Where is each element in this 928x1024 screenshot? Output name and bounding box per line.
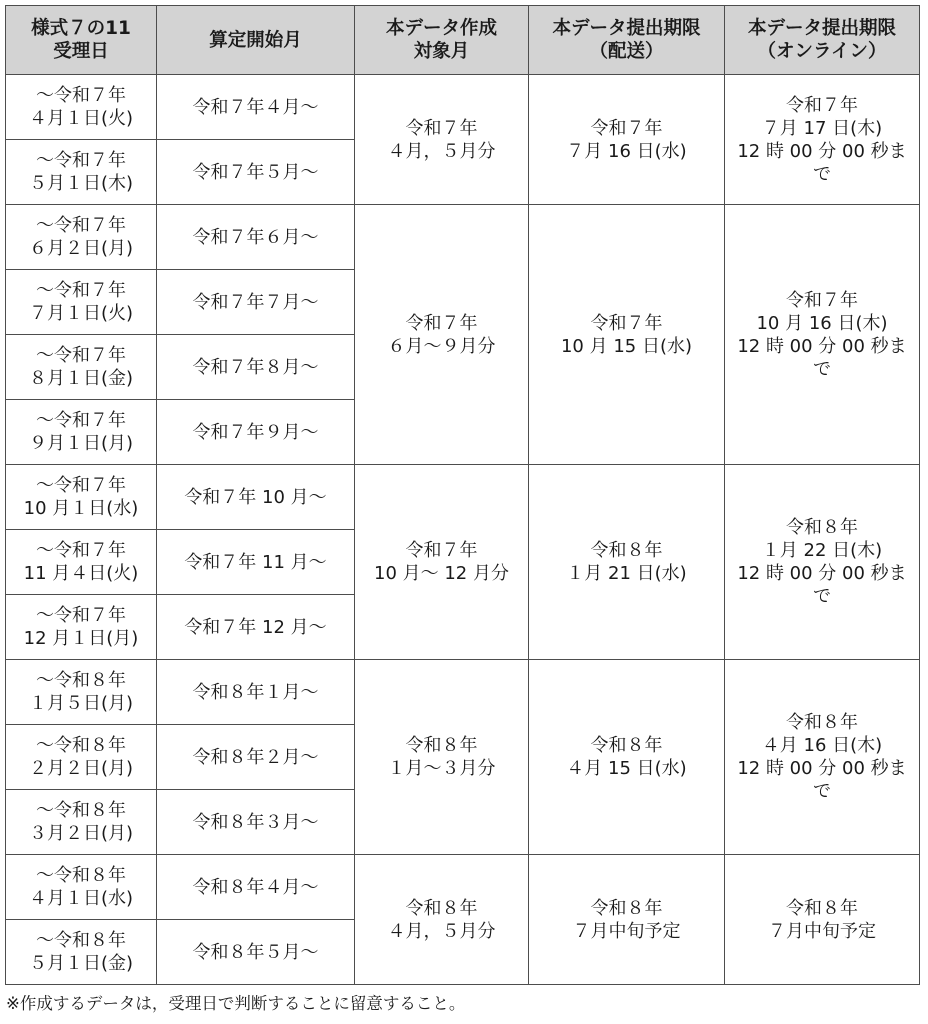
cell-line: ～令和７年 — [36, 410, 126, 431]
receipt-date-cell — [6, 335, 157, 400]
start-month-cell: 令和７年 11 月～ — [157, 530, 355, 595]
cell-line: 12 時 00 分 00 秒ま — [737, 335, 907, 357]
cell-line: ～令和７年 — [36, 85, 126, 106]
cell-line: ２月２日(月) — [28, 758, 134, 779]
cell-line: 令和７年 — [405, 540, 478, 561]
cell-line: 令和７年 — [786, 94, 858, 116]
target-month-cell — [355, 465, 529, 660]
cell-line: 12 月１日(月) — [23, 628, 139, 649]
cell-line: 令和７年 — [590, 117, 663, 139]
cell-line: ４月，５月分 — [387, 920, 496, 942]
table-row — [6, 855, 920, 920]
cell-line: 10 月 16 日(木) — [756, 312, 888, 334]
cell-line: 令和７年 — [590, 312, 663, 334]
receipt-date-cell — [6, 530, 157, 595]
schedule-table — [5, 5, 920, 985]
cell-line: ７月中旬予定 — [572, 920, 681, 942]
cell-line: ～令和７年 — [36, 605, 126, 626]
start-month-cell: 令和８年５月～ — [157, 920, 355, 985]
cell-line: ～令和８年 — [36, 930, 126, 951]
cell-line: 12 時 00 分 00 秒ま — [737, 758, 907, 779]
cell-line: 様式７の11 — [31, 18, 131, 39]
cell-line: ～令和８年 — [36, 670, 126, 691]
cell-line: 算定開始月 — [209, 29, 302, 51]
cell-line: 令和８年 — [590, 540, 663, 561]
cell-line: ～令和７年 — [36, 280, 126, 301]
cell-line: 本データ提出期限 — [552, 18, 701, 39]
cell-line: ７月 17 日(木) — [761, 117, 883, 139]
receipt-date-cell — [6, 595, 157, 660]
start-month-cell: 令和７年 10 月～ — [157, 465, 355, 530]
header-deadline-delivery — [529, 6, 725, 75]
receipt-date-cell — [6, 920, 157, 985]
deadline-delivery-cell — [529, 855, 725, 985]
deadline-delivery-cell — [529, 660, 725, 855]
deadline-online-cell — [725, 465, 920, 660]
start-month-cell: 令和７年４月～ — [157, 75, 355, 140]
cell-line: で — [813, 781, 831, 802]
receipt-date-cell — [6, 725, 157, 790]
cell-line: ～令和７年 — [36, 345, 126, 366]
table-row — [6, 660, 920, 725]
cell-line: 令和８年 — [590, 735, 663, 756]
receipt-date-cell — [6, 75, 157, 140]
cell-line: ７月中旬予定 — [768, 920, 876, 942]
target-month-cell — [355, 205, 529, 465]
cell-line: ～令和７年 — [36, 475, 126, 496]
cell-line: ８月１日(金) — [28, 368, 134, 389]
table-row — [6, 205, 920, 270]
cell-line: ５月１日(木) — [28, 173, 134, 194]
start-month-cell: 令和８年４月～ — [157, 855, 355, 920]
deadline-online-cell — [725, 75, 920, 205]
cell-line: １月～３月分 — [387, 758, 496, 779]
target-month-cell — [355, 660, 529, 855]
cell-line: 10 月１日(水) — [23, 498, 139, 519]
deadline-delivery-cell — [529, 465, 725, 660]
cell-line: ４月 16 日(木) — [761, 735, 883, 756]
cell-line: ４月１日(火) — [28, 108, 134, 129]
start-month-cell: 令和８年２月～ — [157, 725, 355, 790]
cell-line: で — [813, 163, 831, 185]
start-month-cell: 令和８年１月～ — [157, 660, 355, 725]
deadline-online-cell — [725, 855, 920, 985]
receipt-date-cell — [6, 140, 157, 205]
cell-line: 11 月４日(火) — [23, 563, 139, 584]
cell-line: 令和８年 — [405, 735, 478, 756]
cell-line: で — [813, 358, 831, 380]
cell-line: ６月２日(月) — [28, 238, 134, 259]
cell-line: ～令和７年 — [36, 150, 126, 171]
cell-line: 12 時 00 分 00 秒ま — [737, 140, 907, 162]
table-body — [6, 75, 920, 985]
receipt-date-cell — [6, 205, 157, 270]
cell-line: 10 月 15 日(水) — [560, 335, 693, 357]
receipt-date-cell — [6, 855, 157, 920]
cell-line: ４月１日(水) — [28, 888, 134, 909]
cell-line: ７月 16 日(水) — [566, 140, 687, 162]
cell-line: 令和７年 — [786, 289, 858, 311]
start-month-cell: 令和７年６月～ — [157, 205, 355, 270]
start-month-cell: 令和７年９月～ — [157, 400, 355, 465]
cell-line: ９月１日(月) — [28, 433, 134, 454]
header-target-month — [355, 6, 529, 75]
cell-line: ～令和８年 — [36, 800, 126, 821]
cell-line: 本データ作成 — [385, 18, 497, 39]
header-deadline-online — [725, 6, 920, 75]
cell-line: １月 21 日(水) — [566, 563, 687, 584]
cell-line: ～令和８年 — [36, 735, 126, 756]
header-row — [6, 6, 920, 75]
target-month-cell — [355, 75, 529, 205]
start-month-cell: 令和７年 12 月～ — [157, 595, 355, 660]
cell-line: 令和８年 — [590, 897, 663, 919]
receipt-date-cell — [6, 465, 157, 530]
cell-line: ～令和８年 — [36, 865, 126, 886]
cell-line: （オンライン） — [757, 41, 887, 62]
cell-line: で — [813, 586, 831, 607]
header-start-month — [157, 6, 355, 75]
footnote: ※作成するデータは，受理日で判断することに留意すること。 — [6, 994, 466, 1013]
cell-line: ３月２日(月) — [28, 823, 134, 844]
receipt-date-cell — [6, 660, 157, 725]
cell-line: ～令和７年 — [36, 215, 126, 236]
table-row — [6, 75, 920, 140]
cell-line: 令和７年 — [405, 312, 478, 334]
cell-line: 受理日 — [53, 41, 109, 62]
cell-line: 令和８年 — [786, 712, 858, 733]
cell-line: ４月 15 日(水) — [566, 758, 687, 779]
target-month-cell — [355, 855, 529, 985]
start-month-cell: 令和７年５月～ — [157, 140, 355, 205]
cell-line: ６月～９月分 — [387, 335, 496, 357]
deadline-delivery-cell — [529, 205, 725, 465]
cell-line: ～令和７年 — [36, 540, 126, 561]
start-month-cell: 令和７年８月～ — [157, 335, 355, 400]
cell-line: １月５日(月) — [28, 693, 134, 714]
cell-line: 令和８年 — [405, 897, 478, 919]
receipt-date-cell — [6, 790, 157, 855]
cell-line: （配送） — [589, 41, 664, 62]
table-header — [6, 6, 920, 75]
cell-line: 10 月～ 12 月分 — [374, 563, 509, 584]
deadline-delivery-cell — [529, 75, 725, 205]
receipt-date-cell — [6, 400, 157, 465]
cell-line: 令和８年 — [786, 517, 858, 538]
cell-line: 本データ提出期限 — [747, 18, 896, 39]
start-month-cell: 令和８年３月～ — [157, 790, 355, 855]
cell-line: ４月，５月分 — [387, 140, 496, 162]
deadline-online-cell — [725, 205, 920, 465]
cell-line: ５月１日(金) — [28, 953, 134, 974]
receipt-date-cell — [6, 270, 157, 335]
cell-line: １月 22 日(木) — [761, 540, 883, 561]
cell-line: 12 時 00 分 00 秒ま — [737, 563, 907, 584]
table-row — [6, 465, 920, 530]
cell-line: ７月１日(火) — [28, 303, 134, 324]
cell-line: 令和８年 — [786, 897, 858, 919]
header-receipt-date — [6, 6, 157, 75]
cell-line: 対象月 — [413, 41, 470, 62]
cell-line: 令和７年 — [405, 117, 478, 139]
deadline-online-cell — [725, 660, 920, 855]
start-month-cell: 令和７年７月～ — [157, 270, 355, 335]
